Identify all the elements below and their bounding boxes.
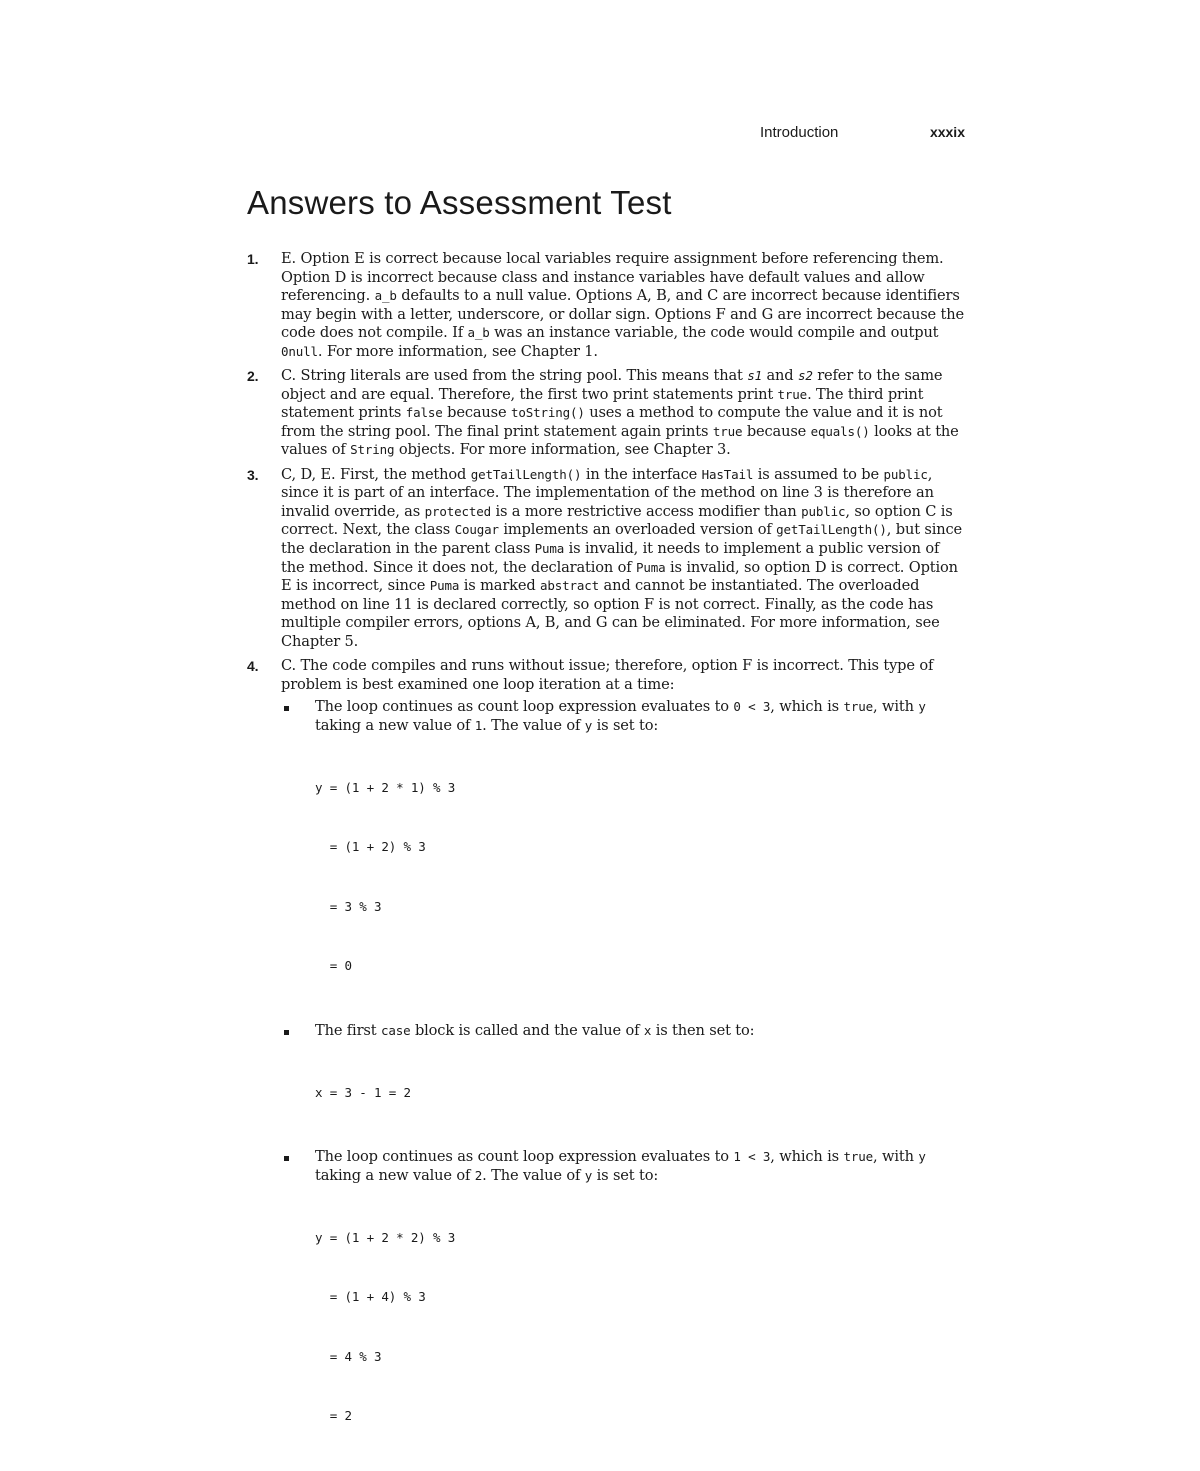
answer-item-2 — [247, 367, 967, 460]
inline-code: equals() — [810, 423, 870, 439]
text-run: is set to: — [592, 1166, 659, 1184]
inline-code: 0 < 3 — [733, 699, 771, 715]
inline-code: public — [883, 466, 928, 482]
text-run: , with — [873, 698, 919, 716]
code-line: = 4 % 3 — [315, 1348, 382, 1364]
inline-code: String — [350, 442, 395, 458]
code-line: y = (1 + 2 * 2) % 3 — [315, 1229, 456, 1245]
inline-code: 1 < 3 — [733, 1149, 771, 1165]
answer-number: 3. — [247, 466, 259, 483]
text-run: because — [442, 404, 511, 422]
text-run: , but since the declaration in the parent class — [281, 521, 963, 557]
text-run: The loop continues as count loop expression evaluates to — [315, 1148, 734, 1166]
inline-code: Puma — [429, 578, 460, 594]
answer-number: 1. — [247, 251, 259, 267]
text-run: is a more restrictive access modifier than — [490, 502, 802, 520]
answer-item-3 — [247, 466, 967, 652]
text-run: uses a method to compute the value and it is not from the string pool. The final print statement again prints — [281, 404, 943, 440]
text-run: , so option C is correct. Next, the class — [281, 502, 953, 539]
text-run: defaults to a null value. Options A, B, and C are incorrect because identifiers may begin with a letter, underscore, or dollar sign. Options F and G are incorrect because the code does not compile. If — [281, 287, 964, 342]
text-run: block is called and the value of — [410, 1021, 644, 1039]
text-run: is marked — [459, 577, 541, 595]
text-run: , which is — [770, 1148, 844, 1166]
inline-code: protected — [424, 503, 491, 519]
inline-code: Cougar — [454, 522, 499, 538]
code-block — [315, 738, 967, 1015]
text-run: The loop continues as count loop expression evaluates to — [315, 698, 734, 716]
inline-code: s2 — [797, 368, 813, 384]
code-line: = (1 + 2) % 3 — [315, 839, 426, 855]
inline-code: a_b — [374, 288, 397, 304]
inline-code: case — [380, 1022, 411, 1038]
answer-item-4 — [247, 657, 967, 1465]
inline-code: y — [918, 1149, 926, 1165]
page-title: Answers to Assessment Test — [247, 184, 672, 221]
inline-code: y — [584, 717, 593, 733]
answer-item-1 — [247, 250, 967, 362]
iteration-item — [281, 698, 967, 1015]
text-run: . The third print statement prints — [281, 385, 924, 422]
text-run: taking a new value of — [315, 716, 475, 734]
inline-code: true — [843, 699, 874, 715]
running-head-section: Introduction — [760, 124, 839, 141]
inline-code: getTailLength() — [470, 466, 582, 482]
text-run: taking a new value of — [315, 1166, 475, 1184]
text-run: because — [742, 422, 811, 440]
text-run: is set to: — [592, 716, 659, 734]
answer-text — [281, 250, 967, 362]
text-run: in the interface — [581, 465, 702, 483]
inline-code: 1 — [474, 717, 483, 733]
iteration-item — [281, 1148, 967, 1465]
inline-code: getTailLength() — [776, 522, 887, 538]
code-block — [315, 1043, 967, 1142]
inline-code: toString() — [510, 405, 585, 421]
inline-code: false — [405, 405, 443, 421]
answer-number: 4. — [247, 657, 259, 674]
inline-code: true — [712, 423, 743, 439]
answer-text — [281, 367, 967, 460]
inline-code: s1 — [747, 368, 762, 384]
inline-code: Puma — [534, 540, 565, 556]
text-run: E. Option E is correct because local variables require assignment before referencing them. Option D is incorrect because class and instance variables have default values and allow referencing. — [281, 250, 944, 305]
answer-text — [281, 466, 967, 652]
inline-code: 2 — [474, 1167, 483, 1183]
inline-code: true — [777, 386, 808, 402]
text-run: is assumed to be — [753, 465, 884, 483]
inline-code: y — [584, 1167, 593, 1183]
inline-code: public — [801, 503, 846, 519]
inline-code: a_b — [467, 325, 490, 341]
code-line: = (1 + 4) % 3 — [315, 1289, 426, 1305]
text-run: was an instance variable, the code would compile and output — [489, 324, 939, 342]
inline-code: x — [643, 1022, 652, 1038]
bullet-square-icon — [284, 1156, 289, 1161]
inline-code: true — [843, 1149, 874, 1165]
text-run: objects. For more information, see Chapter 3. — [394, 441, 731, 459]
text-run: , which is — [770, 698, 844, 716]
text-run: . The value of — [482, 1166, 585, 1184]
text-run: . For more information, see Chapter 1. — [317, 342, 598, 360]
inline-code: HasTail — [701, 466, 754, 482]
text-run: is invalid, so option D is correct. Option E is incorrect, since — [281, 558, 958, 595]
text-run: and cannot be instantiated. The overloaded method on line 11 is declared correctly, so option F is not correct. Finally, as the code has multiple compiler errors, options A, B, and G can be eliminated. For more information, see Chapter 5. — [281, 577, 940, 650]
text-run: and — [761, 367, 798, 385]
inline-code: 0null — [281, 343, 318, 359]
answer-number: 2. — [247, 368, 259, 385]
code-line: x = 3 - 1 = 2 — [315, 1084, 411, 1100]
code-line: = 3 % 3 — [315, 898, 382, 914]
page-number: xxxix — [929, 124, 965, 140]
text-run: refer to the same object and are equal. Therefore, the first two print statements print — [281, 367, 943, 403]
bullet-square-icon — [284, 1030, 289, 1035]
answer-list — [247, 250, 967, 1471]
text-run: is then set to: — [651, 1021, 755, 1039]
code-line: = 2 — [315, 1408, 352, 1424]
code-line: = 0 — [315, 958, 352, 974]
inline-code: abstract — [540, 578, 600, 594]
text-run: looks at the values of — [281, 422, 959, 459]
iteration-item — [281, 1022, 967, 1143]
text-run: C. String literals are used from the string pool. This means that — [281, 367, 748, 385]
inline-code: Puma — [636, 559, 666, 575]
text-run: is invalid, it needs to implement a public version of the method. Since it does not, the declaration of — [281, 539, 940, 576]
text-run: . The value of — [482, 716, 585, 734]
text-run: , with — [873, 1148, 919, 1166]
code-block — [315, 1188, 967, 1465]
text-run: C, D, E. First, the method — [281, 465, 471, 483]
text-run: implements an overloaded version of — [498, 521, 777, 539]
text-run: The first — [315, 1021, 381, 1039]
iteration-list — [281, 698, 967, 1465]
text-run: , since it is part of an interface. The implementation of the method on line 3 is therefore an invalid override, as — [281, 465, 934, 520]
bullet-square-icon — [284, 706, 289, 711]
answer-text: C. The code compiles and runs without issue; therefore, option F is incorrect. This type of problem is best examined one loop iteration at a time: — [281, 656, 934, 693]
code-line: y = (1 + 2 * 1) % 3 — [315, 779, 456, 795]
inline-code: y — [918, 699, 926, 715]
running-head — [760, 124, 965, 144]
